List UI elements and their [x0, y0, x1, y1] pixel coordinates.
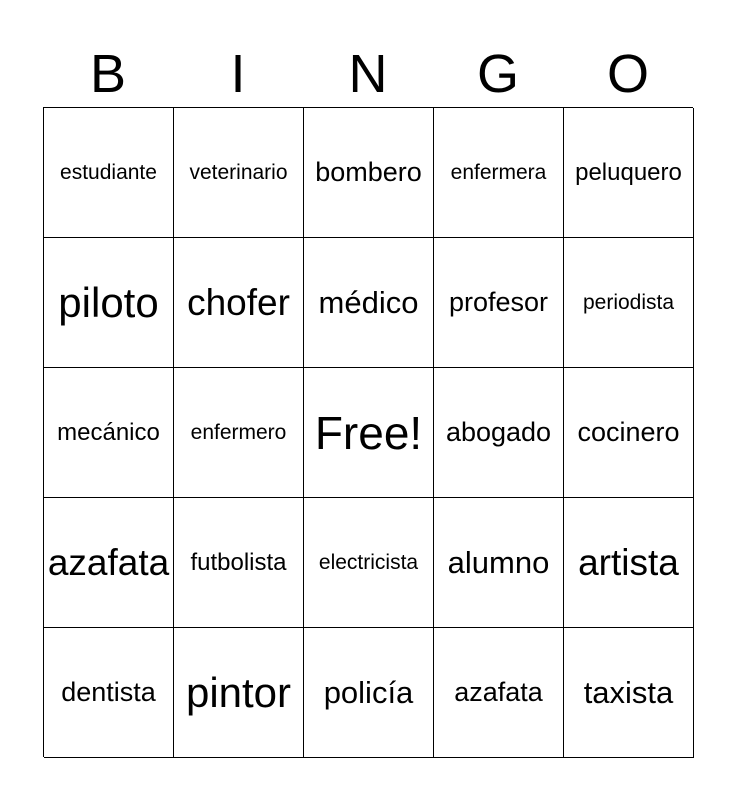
header-letter-n: N: [348, 44, 388, 104]
bingo-cell-r5-c3[interactable]: policía: [304, 628, 434, 758]
bingo-cell-r3-c2[interactable]: enfermero: [174, 368, 304, 498]
bingo-cell-r4-c2[interactable]: futbolista: [174, 498, 304, 628]
bingo-cell-r1-c3[interactable]: bombero: [304, 108, 434, 238]
bingo-cell-r5-c1[interactable]: dentista: [44, 628, 174, 758]
bingo-cell-r1-c2[interactable]: veterinario: [174, 108, 304, 238]
bingo-cell-r1-c4[interactable]: enfermera: [434, 108, 564, 238]
bingo-board: [43, 107, 693, 757]
bingo-cell-r5-c4[interactable]: azafata: [434, 628, 564, 758]
header-letter-i: I: [230, 44, 246, 104]
bingo-cell-r2-c5[interactable]: periodista: [564, 238, 694, 368]
bingo-cell-r1-c5[interactable]: peluquero: [564, 108, 694, 238]
bingo-cell-r5-c5[interactable]: taxista: [564, 628, 694, 758]
bingo-cell-r4-c5[interactable]: artista: [564, 498, 694, 628]
bingo-cell-r4-c4[interactable]: alumno: [434, 498, 564, 628]
header-letter-b: B: [89, 44, 127, 104]
bingo-cell-r3-c1[interactable]: mecánico: [44, 368, 174, 498]
bingo-cell-r3-c4[interactable]: abogado: [434, 368, 564, 498]
bingo-cell-r2-c3[interactable]: médico: [304, 238, 434, 368]
bingo-cell-r4-c3[interactable]: electricista: [304, 498, 434, 628]
bingo-cell-r5-c2[interactable]: pintor: [174, 628, 304, 758]
header-letter-o: O: [606, 44, 649, 104]
bingo-cell-r2-c4[interactable]: profesor: [434, 238, 564, 368]
bingo-cell-free[interactable]: Free!: [304, 368, 434, 498]
bingo-cell-r3-c5[interactable]: cocinero: [564, 368, 694, 498]
bingo-cell-r1-c1[interactable]: estudiante: [44, 108, 174, 238]
bingo-cell-r2-c2[interactable]: chofer: [174, 238, 304, 368]
bingo-cell-r2-c1[interactable]: piloto: [44, 238, 174, 368]
header-letter-g: G: [476, 44, 519, 104]
bingo-header: [43, 40, 693, 108]
bingo-cell-r4-c1[interactable]: azafata: [44, 498, 174, 628]
